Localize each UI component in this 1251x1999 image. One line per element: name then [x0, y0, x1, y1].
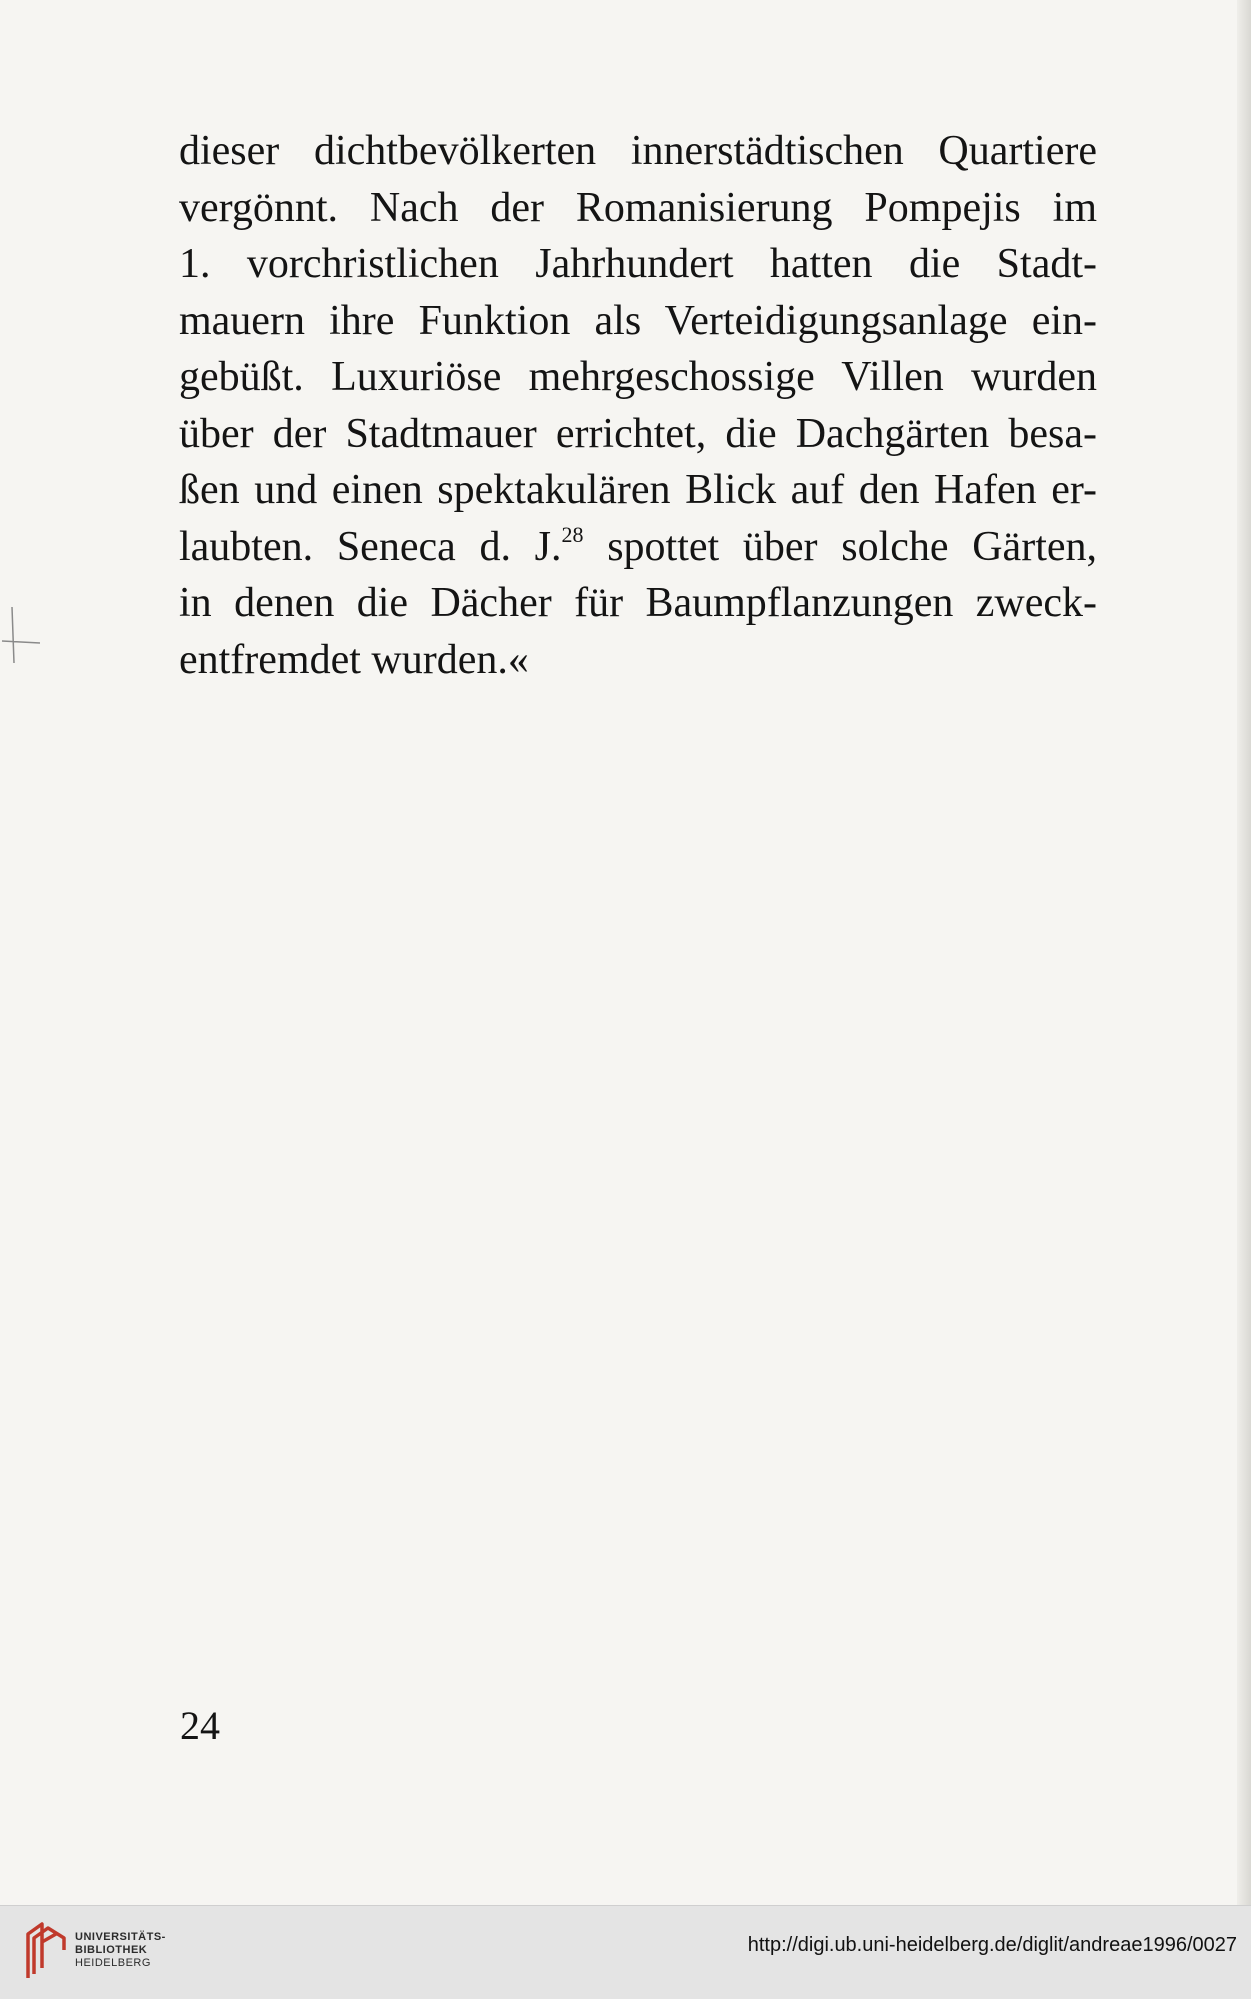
footnote-reference: 28 — [561, 521, 584, 547]
text-line-6: über der Stadtmauer errichtet, die Dachgärten besa- — [179, 410, 1097, 457]
library-name-line-2: BIBLIOTHEK — [75, 1944, 148, 1956]
text-line-5: gebüßt. Luxuriöse mehrgeschossige Villen wurden — [179, 354, 1097, 400]
text-line-2: vergönnt. Nach der Romanisierung Pompejis im — [179, 184, 1097, 231]
body-text — [179, 123, 1097, 688]
text-line-9: in denen die Dächer für Baumpflanzungen zweck- — [179, 580, 1097, 626]
text-line-8-end: spottet über solche Gärten, — [583, 523, 1097, 570]
page-edge-shadow — [1237, 0, 1251, 1905]
text-line-10: entfremdet wurden.« — [179, 636, 529, 683]
text-line-7: ßen und einen spektakulären Blick auf den Hafen er- — [179, 467, 1097, 513]
library-name-line-3: HEIDELBERG — [75, 1957, 151, 1969]
text-line-4: mauern ihre Funktion als Verteidigungsanlage ein- — [179, 297, 1097, 344]
text-line-8 — [179, 519, 1097, 576]
text-line-1: dieser dichtbevölkerten innerstädtischen Quartiere — [179, 128, 1097, 174]
library-name — [75, 1931, 166, 1970]
library-logo-icon — [24, 1920, 70, 1982]
library-name-line-1: UNIVERSITÄTS- — [75, 1931, 166, 1943]
footer-bar — [0, 1905, 1251, 1999]
text-line-8-start: laubten. Seneca d. J. — [179, 523, 562, 570]
text-line-3: 1. vorchristlichen Jahrhundert hatten die Stadt- — [179, 241, 1097, 287]
margin-pencil-mark — [0, 605, 44, 665]
source-url[interactable]: http://digi.ub.uni-heidelberg.de/diglit/andreae1996/0027 — [747, 1934, 1237, 1956]
page-number: 24 — [180, 1703, 220, 1748]
